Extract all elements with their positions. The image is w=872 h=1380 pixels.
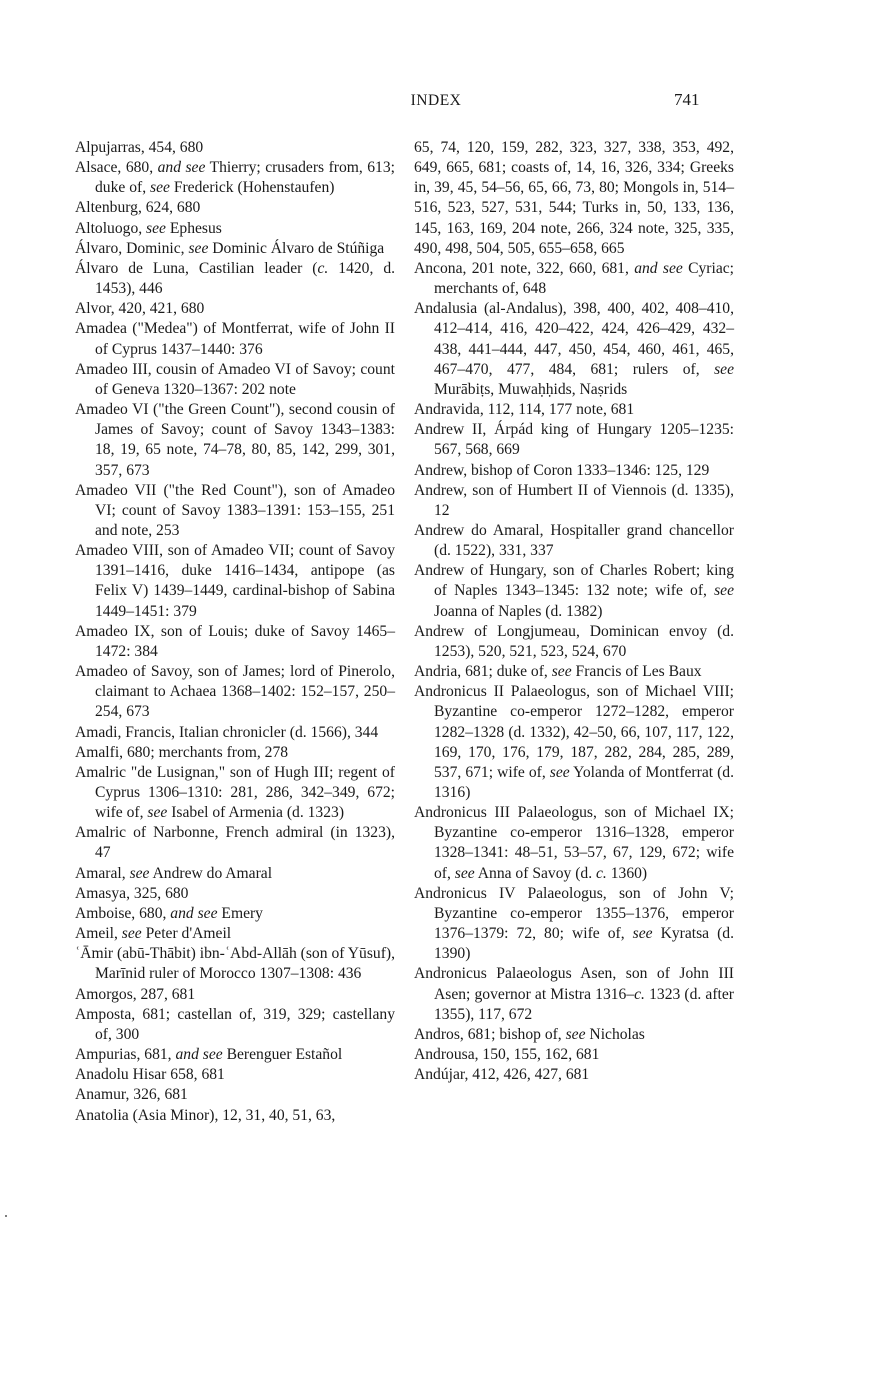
index-entry: Andrew of Longjumeau, Dominican envoy (d. 1253), 520, 521, 523, 524, 670 xyxy=(414,622,734,660)
index-entry: Andravida, 112, 114, 177 note, 681 xyxy=(414,401,635,419)
margin-speck xyxy=(5,1215,7,1217)
index-entry: Andrew, bishop of Coron 1333–1346: 125, 129 xyxy=(414,461,710,479)
index-entry: Ameil, see Peter d'Ameil xyxy=(75,925,232,943)
index-entry: Amorgos, 287, 681 xyxy=(75,985,196,1003)
index-entry: Amadeo VII ("the Red Count"), son of Amadeo VI; count of Savoy 1383–1391: 153–155, 251 and note, 253 xyxy=(75,481,395,539)
index-entry: Amadi, Francis, Italian chronicler (d. 1566), 344 xyxy=(75,723,379,741)
index-entry: Amadeo of Savoy, son of James; lord of Pinerolo, claimant to Achaea 1368–1402: 152–157, 250–254, 673 xyxy=(75,663,395,721)
index-entry: Andrew of Hungary, son of Charles Robert; king of Naples 1343–1345: 132 note; wife of, see Joanna of Naples (d. 1382) xyxy=(414,562,734,620)
index-entry: Amalfi, 680; merchants from, 278 xyxy=(75,743,289,761)
index-entry: Amalric of Narbonne, French admiral (in 1323), 47 xyxy=(75,824,395,862)
index-entry: Anadolu Hisar 658, 681 xyxy=(75,1066,225,1084)
index-entry: Alvor, 420, 421, 680 xyxy=(75,300,205,318)
index-entry: Alpujarras, 454, 680 xyxy=(75,139,204,156)
index-entry: Alsace, 680, and see Thierry; crusaders from, 613; duke of, see Frederick (Hohenstaufen) xyxy=(75,159,395,197)
index-entry: Amaral, see Andrew do Amaral xyxy=(75,864,273,882)
index-entry: Andronicus II Palaeologus, son of Michael VIII; Byzantine co-emperor 1272–1282, emperor 1282–1328 (d. 1332), 42–50, 66, 107, 117, 122, 169, 170, 176, 179, 187, 282, 284, 285, 289, 537, 671; wife of, see Yolanda of Montferrat (d. 1316) xyxy=(414,683,735,801)
index-entry: Andrew do Amaral, Hospitaller grand chancellor (d. 1522), 331, 337 xyxy=(414,521,734,560)
index-entry: Anatolia (Asia Minor), 12, 31, 40, 51, 63, xyxy=(75,1106,336,1124)
index-column-left xyxy=(75,138,395,1126)
index-entry: Amposta, 681; castellan of, 319, 329; castellany of, 300 xyxy=(75,1005,395,1043)
index-entry: Ampurias, 681, and see Berenguer Estañol xyxy=(75,1046,343,1064)
index-entry: Andros, 681; bishop of, see Nicholas xyxy=(414,1025,645,1043)
index-entry: Altenburg, 624, 680 xyxy=(75,199,201,217)
index-entry: Andalusia (al-Andalus), 398, 400, 402, 408–410, 412–414, 416, 420–422, 424, 426–429, 432–438, 441–444, 447, 450, 454, 460, 461, 465, 467–470, 477, 484, 681; rulers of, see Murābiṭs, Muwaḥḥids, Naṣrids xyxy=(414,300,734,398)
index-entry: Andújar, 412, 426, 427, 681 xyxy=(414,1066,590,1084)
index-entry: Amasya, 325, 680 xyxy=(75,884,189,902)
index-entry-continued: 65, 74, 120, 159, 282, 323, 327, 338, 353, 492, 649, 665, 681; coasts of, 14, 16, 326, 334; Greeks in, 39, 45, 54–56, 65, 66, 73, 80; Mongols in, 514–516, 523, 527, 531, 544; Turks in, 50, 133, 136, 145, 163, 169, 204 note, 266, 324 note, 325, 335, 490, 498, 504, 505, 655–658, 665 xyxy=(414,139,734,257)
index-entry: Amadea ("Medea") of Montferrat, wife of John II of Cyprus 1437–1440: 376 xyxy=(75,320,395,358)
index-entry: Andrew II, Árpád king of Hungary 1205–1235: 567, 568, 669 xyxy=(414,421,734,459)
index-entry: Andronicus III Palaeologus, son of Michael IX; Byzantine co-emperor 1316–1328, emperor 1328–1341: 48–51, 53–57, 67, 129, 672; wife of, see Anna of Savoy (d. c. 1360) xyxy=(414,804,734,882)
index-entry: Álvaro, Dominic, see Dominic Álvaro de Stúñiga xyxy=(75,239,385,257)
index-entry: Anamur, 326, 681 xyxy=(75,1086,188,1104)
index-entry: Amadeo VIII, son of Amadeo VII; count of Savoy 1391–1416, duke 1416–1434, antipope (as Felix V) 1439–1449, cardinal-bishop of Sabina 1449–1451: 379 xyxy=(75,542,395,620)
page-number: 741 xyxy=(674,90,700,109)
index-entry: Andronicus IV Palaeologus, son of John V; Byzantine co-emperor 1355–1376, emperor 1376–1379: 72, 80; wife of, see Kyratsa (d. 1390) xyxy=(414,884,734,963)
index-entry: Amadeo III, cousin of Amadeo VI of Savoy; count of Geneva 1320–1367: 202 note xyxy=(75,360,395,398)
index-entry: Álvaro de Luna, Castilian leader (c. 1420, d. 1453), 446 xyxy=(75,259,396,298)
index-entry: ʿĀmir (abū-Thābit) ibn-ʿAbd-Allāh (son of Yūsuf), Marīnid ruler of Morocco 1307–1308: 436 xyxy=(75,945,395,983)
index-entry: Androusa, 150, 155, 162, 681 xyxy=(414,1046,600,1064)
running-header: INDEX xyxy=(410,92,462,109)
index-entry: Andrew, son of Humbert II of Viennois (d. 1335), 12 xyxy=(414,481,734,519)
index-entry: Altoluogo, see Ephesus xyxy=(75,219,222,237)
index-entry: Amadeo VI ("the Green Count"), second cousin of James of Savoy; count of Savoy 1343–1383: 18, 19, 65 note, 74–78, 80, 85, 142, 299, 301, 357, 673 xyxy=(75,401,395,479)
index-entry: Amboise, 680, and see Emery xyxy=(75,904,263,922)
index-entry: Amadeo IX, son of Louis; duke of Savoy 1465–1472: 384 xyxy=(75,622,395,660)
index-entry: Andronicus Palaeologus Asen, son of John III Asen; governor at Mistra 1316–c. 1323 (d. after 1355), 117, 672 xyxy=(414,965,734,1023)
index-entry: Andria, 681; duke of, see Francis of Les Baux xyxy=(414,663,702,681)
index-column-right xyxy=(414,138,734,1085)
index-entry: Amalric "de Lusignan," son of Hugh III; regent of Cyprus 1306–1310: 281, 286, 342–349, 672; wife of, see Isabel of Armenia (d. 1323) xyxy=(75,763,395,822)
index-entry: Ancona, 201 note, 322, 660, 681, and see Cyriac; merchants of, 648 xyxy=(414,259,734,298)
